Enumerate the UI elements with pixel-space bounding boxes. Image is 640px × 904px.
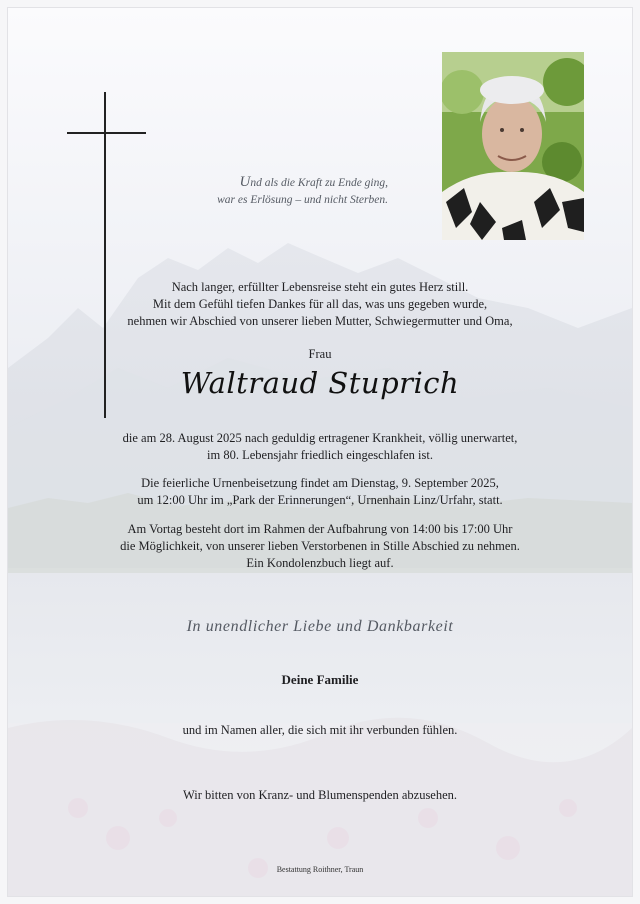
ceremony-info: [8, 475, 632, 509]
ceremony-line: um 12:00 Uhr im „Park der Erinnerungen“, Urnenhain Linz/Urfahr, statt.: [137, 493, 503, 507]
intro-line: Nach langer, erfüllter Lebensreise steht ein gutes Herz still.: [171, 280, 469, 294]
memorial-quote: [158, 174, 388, 209]
intro-line: nehmen wir Abschied von unserer lieben Mutter, Schwiegermutter und Oma,: [127, 314, 513, 328]
ceremony-line: Die feierliche Urnenbeisetzung findet am Dienstag, 9. September 2025,: [141, 476, 499, 490]
intro-text: [8, 279, 632, 330]
obituary-content: [8, 8, 632, 896]
quote-initial: U: [239, 174, 251, 190]
viewing-line: die Möglichkeit, von unserer lieben Verstorbenen in Stille Abschied zu nehmen.: [120, 539, 520, 553]
salutation: Frau: [308, 347, 332, 361]
portrait-photo: [442, 52, 584, 240]
quote-line-2: war es Erlösung – und nicht Sterben.: [217, 194, 388, 206]
donation-request: Wir bitten von Kranz- und Blumenspenden abzusehen.: [182, 788, 458, 802]
closing-phrase: In unendlicher Liebe und Dankbarkeit: [186, 618, 454, 635]
death-notice: [8, 430, 632, 464]
on-behalf-line: und im Namen aller, die sich mit ihr verbunden fühlen.: [182, 723, 458, 737]
viewing-line: Ein Kondolenzbuch liegt auf.: [246, 556, 394, 570]
quote-line-1: nd als die Kraft zu Ende ging,: [250, 177, 388, 189]
intro-line: Mit dem Gefühl tiefen Dankes für all das, was uns gegeben wurde,: [152, 297, 488, 311]
viewing-line: Am Vortag besteht dort im Rahmen der Aufbahrung von 14:00 bis 17:00 Uhr: [127, 522, 513, 536]
cross-horizontal: [67, 132, 146, 134]
death-notice-line: im 80. Lebensjahr friedlich eingeschlafen ist.: [207, 448, 433, 462]
funeral-home-credit: Bestattung Roithner, Traun: [276, 865, 364, 874]
deceased-name: Waltraud Stuprich: [180, 366, 460, 400]
family-signature: Deine Familie: [281, 672, 359, 687]
obituary-page: [8, 8, 632, 896]
viewing-info: [8, 521, 632, 572]
death-notice-line: die am 28. August 2025 nach geduldig ertragener Krankheit, völlig unerwartet,: [122, 431, 518, 445]
